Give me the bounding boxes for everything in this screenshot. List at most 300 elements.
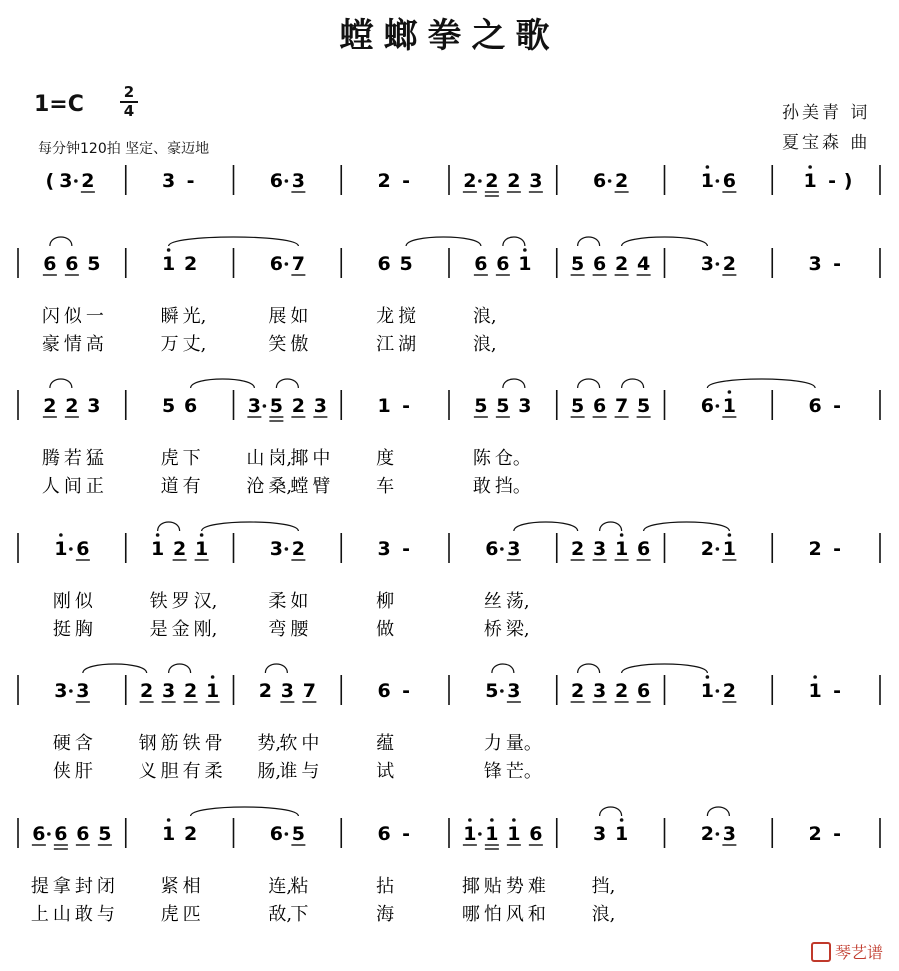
lyric-char: 势,: [257, 733, 282, 754]
lyric-char: 仓。: [494, 448, 531, 469]
note: 3: [529, 170, 543, 192]
lyric-char: 螳: [290, 476, 309, 497]
slur: [83, 664, 147, 673]
note: 2: [291, 395, 305, 417]
note: 3: [162, 170, 176, 192]
note: 2: [377, 170, 391, 192]
lyric-char: 做: [376, 619, 395, 640]
watermark-text: 琴艺谱: [834, 942, 883, 962]
lyric-char: 汉,: [193, 591, 218, 612]
lyric-char: 瞬: [160, 306, 179, 327]
slur: [503, 237, 525, 246]
note: 3: [54, 680, 68, 702]
lyric-char: 义: [138, 761, 157, 782]
lyric-char: 桑,: [268, 476, 293, 497]
lyric-char: 光,: [182, 306, 207, 327]
slur: [622, 237, 708, 246]
augmentation-dot: [69, 689, 73, 693]
octave-dot: [468, 818, 472, 822]
slur: [50, 237, 72, 246]
note: 6: [808, 395, 822, 417]
note: 7: [291, 253, 305, 275]
dash: -: [833, 538, 842, 560]
slur: [578, 664, 600, 673]
note: 6: [54, 823, 68, 845]
dash: -: [402, 823, 411, 845]
slur: [265, 664, 287, 673]
note: 5: [269, 395, 283, 417]
lyric-char: 柳: [376, 591, 395, 612]
note: 6: [184, 395, 198, 417]
lyric-char: 罗: [171, 591, 190, 612]
lyric-char: 试: [376, 761, 395, 782]
lyric-char: 如: [290, 306, 309, 327]
lyric-char: 侠: [52, 761, 71, 782]
note: 3: [518, 395, 532, 417]
note: 1: [722, 395, 736, 417]
note: 6: [377, 680, 391, 702]
note: 6: [700, 395, 714, 417]
lyric-char: 豪: [41, 334, 60, 355]
lyric-char: 荡,: [505, 591, 530, 612]
slur: [191, 379, 255, 388]
lyric-char: 虎: [160, 448, 179, 469]
lyric-char: 铁: [182, 733, 201, 754]
note: 3: [291, 170, 305, 192]
slur: [707, 807, 729, 816]
lyric-char: 风: [505, 904, 524, 925]
lyric-char: 中: [301, 733, 320, 754]
slur: [276, 379, 298, 388]
lyric-char: 中: [312, 448, 331, 469]
slur: [644, 522, 730, 531]
lyric-char: 山: [52, 904, 71, 925]
note: 2: [615, 170, 629, 192]
slur: [492, 664, 514, 673]
slur: [50, 379, 72, 388]
note: 1: [162, 253, 176, 275]
augmentation-dot: [285, 262, 289, 266]
slur: [622, 664, 708, 673]
note: 3: [593, 538, 607, 560]
note: 2: [615, 680, 629, 702]
lyric-char: 锋: [483, 761, 502, 782]
lyric-char: 粘: [290, 876, 309, 897]
lyric-char: 贴: [483, 876, 502, 897]
lyric-char: 谁: [279, 761, 298, 782]
note: 3: [87, 395, 101, 417]
lyric-char: 岗,: [268, 448, 293, 469]
lyric-char: 刚,: [193, 619, 218, 640]
lyric-char: 沧: [246, 476, 265, 497]
augmentation-dot: [285, 547, 289, 551]
note: 1: [151, 538, 165, 560]
lyric-char: 笑: [268, 334, 287, 355]
slur: [158, 522, 180, 531]
lyric-char: 桥: [483, 619, 502, 640]
lyricist-credit: 孙美青 词: [782, 103, 871, 123]
dash: -: [186, 170, 195, 192]
note: 1: [463, 823, 477, 845]
lyric-char: 闪: [41, 306, 60, 327]
lyric-char: 势: [505, 876, 524, 897]
lyric-char: 拿: [52, 876, 71, 897]
lyric-char: 丝: [483, 591, 502, 612]
lyric-char: 展: [268, 306, 287, 327]
note: 5: [162, 395, 176, 417]
augmentation-dot: [263, 404, 267, 408]
octave-dot: [728, 390, 732, 394]
lyric-char: 江: [376, 334, 395, 355]
note: 2: [615, 253, 629, 275]
note: 1: [485, 823, 499, 845]
lyric-char: 连,: [268, 876, 293, 897]
lyric-char: 万: [160, 334, 179, 355]
lyric-char: 弯: [268, 619, 287, 640]
note: 6: [377, 253, 391, 275]
lyric-char: 浪,: [472, 306, 497, 327]
lyric-char: 柔: [204, 761, 223, 782]
lyric-char: 正: [85, 476, 104, 497]
note: 3: [313, 395, 327, 417]
lyric-char: 钢: [138, 733, 157, 754]
lyric-char: 下: [290, 904, 309, 925]
note: 1: [803, 170, 817, 192]
note: 3: [247, 395, 261, 417]
note: 6: [269, 253, 283, 275]
lyric-char: 相: [182, 876, 201, 897]
lyric-char: 丈,: [182, 334, 207, 355]
dash: -: [402, 395, 411, 417]
augmentation-dot: [716, 547, 720, 551]
note: 6: [474, 253, 488, 275]
note: 2: [184, 680, 198, 702]
lyric-char: 硬: [52, 733, 71, 754]
dash: -: [402, 538, 411, 560]
note: 1: [377, 395, 391, 417]
note: 2: [258, 680, 272, 702]
lyric-char: 提: [30, 876, 49, 897]
lyric-char: 腾: [41, 448, 60, 469]
slur: [202, 522, 299, 531]
lyric-char: 刚: [52, 591, 71, 612]
lyric-char: 胸: [74, 619, 93, 640]
note: 3: [59, 170, 73, 192]
song-title: 螳螂拳之歌: [339, 16, 560, 56]
lyric-char: 敢: [74, 904, 93, 925]
note: 2: [571, 538, 585, 560]
note: 2: [700, 823, 714, 845]
lyric-char: 猛: [85, 448, 104, 469]
note: 6: [76, 823, 90, 845]
lyric-char: 陈: [472, 448, 491, 469]
lyric-char: 浪,: [472, 334, 497, 355]
note: 2: [140, 680, 154, 702]
note: 5: [474, 395, 488, 417]
watermark: [811, 940, 883, 964]
lyric-char: 腰: [290, 619, 309, 640]
lyric-char: 揶: [461, 876, 480, 897]
note: 6: [593, 170, 607, 192]
lyric-char: 是: [149, 619, 168, 640]
lyric-char: 软: [279, 733, 298, 754]
augmentation-dot: [47, 832, 51, 836]
tempo-marking: 每分钟120拍 坚定、豪迈地: [38, 141, 210, 157]
note: 3: [280, 680, 294, 702]
lyric-char: 与: [301, 761, 320, 782]
octave-dot: [512, 818, 516, 822]
slur: [600, 807, 622, 816]
lyric-char: 若: [63, 448, 82, 469]
augmentation-dot: [608, 179, 612, 183]
octave-dot: [808, 165, 812, 169]
note: 2: [291, 538, 305, 560]
lyric-char: 龙: [376, 306, 395, 327]
note: 6: [76, 538, 90, 560]
octave-dot: [167, 248, 171, 252]
lyric-char: 肝: [74, 761, 93, 782]
augmentation-dot: [716, 832, 720, 836]
note: 6: [593, 253, 607, 275]
note: 5: [87, 253, 101, 275]
note: 2: [700, 538, 714, 560]
note: 1: [162, 823, 176, 845]
composer-credit: 夏宝森 曲: [782, 133, 871, 153]
note: 2: [507, 170, 521, 192]
augmentation-dot: [716, 262, 720, 266]
note: 2: [571, 680, 585, 702]
lyric-char: 蕴: [376, 733, 395, 754]
lyric-char: 敌,: [268, 904, 293, 925]
note: 1: [700, 680, 714, 702]
octave-dot: [167, 818, 171, 822]
lyric-char: 芒。: [505, 761, 542, 782]
note: 6: [529, 823, 543, 845]
lyric-char: 浪,: [591, 904, 616, 925]
augmentation-dot: [478, 832, 482, 836]
lyric-char: 柔: [268, 591, 287, 612]
augmentation-dot: [716, 179, 720, 183]
octave-dot: [490, 818, 494, 822]
lyric-char: 筋: [160, 733, 179, 754]
note: 1: [722, 538, 736, 560]
note: 3: [507, 680, 521, 702]
augmentation-dot: [69, 547, 73, 551]
dash: -: [833, 823, 842, 845]
augmentation-dot: [74, 179, 78, 183]
note: 2: [184, 823, 198, 845]
lyric-char: 挺: [52, 619, 71, 640]
lyric-char: 敢: [472, 476, 491, 497]
lyric-char: 上: [30, 904, 49, 925]
note: 3: [593, 823, 607, 845]
lyric-char: 虎: [160, 904, 179, 925]
augmentation-dot: [478, 179, 482, 183]
dash: -: [833, 253, 842, 275]
slur: [514, 522, 578, 531]
note: (: [45, 170, 55, 192]
lyric-char: 量。: [505, 733, 542, 754]
note: 7: [615, 395, 629, 417]
note: 5: [571, 253, 585, 275]
note: 2: [722, 680, 736, 702]
note: 2: [173, 538, 187, 560]
note: 2: [722, 253, 736, 275]
key-signature: 1=C: [34, 92, 84, 117]
lyric-char: 匹: [182, 904, 201, 925]
octave-dot: [200, 533, 204, 537]
note: 1: [615, 538, 629, 560]
lyric-char: 有: [182, 476, 201, 497]
lyric-char: 臂: [312, 476, 331, 497]
note: 6: [637, 538, 651, 560]
note: 2: [184, 253, 198, 275]
note: 3: [269, 538, 283, 560]
augmentation-dot: [716, 404, 720, 408]
time-signature-top: 2: [123, 83, 135, 101]
octave-dot: [706, 165, 710, 169]
slur: [600, 522, 622, 531]
octave-dot: [620, 818, 624, 822]
lyric-char: 怕: [483, 904, 502, 925]
dash: -: [833, 680, 842, 702]
lyric-char: 肠,: [257, 761, 282, 782]
note: 1: [700, 170, 714, 192]
octave-dot: [156, 533, 160, 537]
note: 5: [291, 823, 305, 845]
lyric-char: 道: [160, 476, 179, 497]
note: 5: [637, 395, 651, 417]
lyric-char: 哪: [461, 904, 480, 925]
time-signature-bottom: 4: [123, 102, 135, 120]
lyric-char: 骨: [204, 733, 223, 754]
logo-icon: [811, 942, 831, 962]
note: 3: [722, 823, 736, 845]
lyric-char: 含: [74, 733, 93, 754]
slur: [503, 379, 525, 388]
note: 1: [518, 253, 532, 275]
lyric-char: 如: [290, 591, 309, 612]
lyric-char: 金: [171, 619, 190, 640]
lyric-char: 间: [63, 476, 82, 497]
note: 6: [496, 253, 510, 275]
note: 1: [507, 823, 521, 845]
note: 2: [485, 170, 499, 192]
augmentation-dot: [500, 547, 504, 551]
note: 6: [377, 823, 391, 845]
lyric-char: 湖: [398, 334, 417, 355]
note: 6: [485, 538, 499, 560]
lyric-char: 挡。: [494, 476, 531, 497]
note: 6: [32, 823, 46, 845]
note: 2: [808, 538, 822, 560]
dash: -: [402, 170, 411, 192]
lyric-char: 高: [85, 334, 104, 355]
note: 1: [206, 680, 220, 702]
lyric-char: 拈: [376, 876, 395, 897]
octave-dot: [620, 533, 624, 537]
augmentation-dot: [285, 179, 289, 183]
lyric-char: 搅: [398, 306, 417, 327]
lyric-char: 紧: [160, 876, 179, 897]
note: 4: [637, 253, 651, 275]
lyric-char: 力: [483, 733, 502, 754]
octave-dot: [728, 533, 732, 537]
octave-dot: [59, 533, 63, 537]
lyric-char: 铁: [149, 591, 168, 612]
lyric-char: 似: [63, 306, 82, 327]
slur: [578, 237, 600, 246]
note: 6: [43, 253, 57, 275]
slur: [191, 807, 299, 816]
note: 6: [65, 253, 79, 275]
octave-dot: [706, 675, 710, 679]
note: 5: [485, 680, 499, 702]
note: 5: [496, 395, 510, 417]
lyric-char: 挡,: [591, 876, 616, 897]
dash: -: [402, 680, 411, 702]
note: 2: [463, 170, 477, 192]
augmentation-dot: [285, 832, 289, 836]
augmentation-dot: [716, 689, 720, 693]
note: 3: [162, 680, 176, 702]
note: 7: [302, 680, 316, 702]
lyric-char: 下: [182, 448, 201, 469]
octave-dot: [211, 675, 215, 679]
lyric-char: 一: [85, 306, 104, 327]
lyric-char: 梁,: [505, 619, 530, 640]
note: 6: [637, 680, 651, 702]
note: ): [843, 170, 853, 192]
note: 3: [76, 680, 90, 702]
slur: [406, 237, 481, 246]
lyric-char: 似: [74, 591, 93, 612]
note: 2: [43, 395, 57, 417]
lyric-char: 和: [527, 904, 546, 925]
note: 1: [54, 538, 68, 560]
lyric-char: 山: [246, 448, 265, 469]
slur: [707, 379, 815, 388]
lyric-char: 海: [376, 904, 395, 925]
note: 6: [722, 170, 736, 192]
octave-dot: [813, 675, 817, 679]
note: 5: [571, 395, 585, 417]
note: 3: [700, 253, 714, 275]
lyric-char: 揶: [290, 448, 309, 469]
lyric-char: 与: [96, 904, 115, 925]
note: 2: [808, 823, 822, 845]
lyric-char: 闭: [96, 876, 115, 897]
note: 3: [593, 680, 607, 702]
note: 1: [195, 538, 209, 560]
note: 2: [81, 170, 95, 192]
note: 3: [377, 538, 391, 560]
slur: [578, 379, 600, 388]
lyric-char: 度: [376, 448, 395, 469]
augmentation-dot: [500, 689, 504, 693]
lyric-char: 封: [74, 876, 93, 897]
note: 2: [65, 395, 79, 417]
note: 3: [507, 538, 521, 560]
slur: [622, 379, 644, 388]
note: 6: [593, 395, 607, 417]
slur: [169, 237, 299, 246]
note: 6: [269, 823, 283, 845]
lyric-char: 人: [41, 476, 60, 497]
lyric-char: 情: [63, 334, 82, 355]
dash: -: [828, 170, 837, 192]
octave-dot: [523, 248, 527, 252]
